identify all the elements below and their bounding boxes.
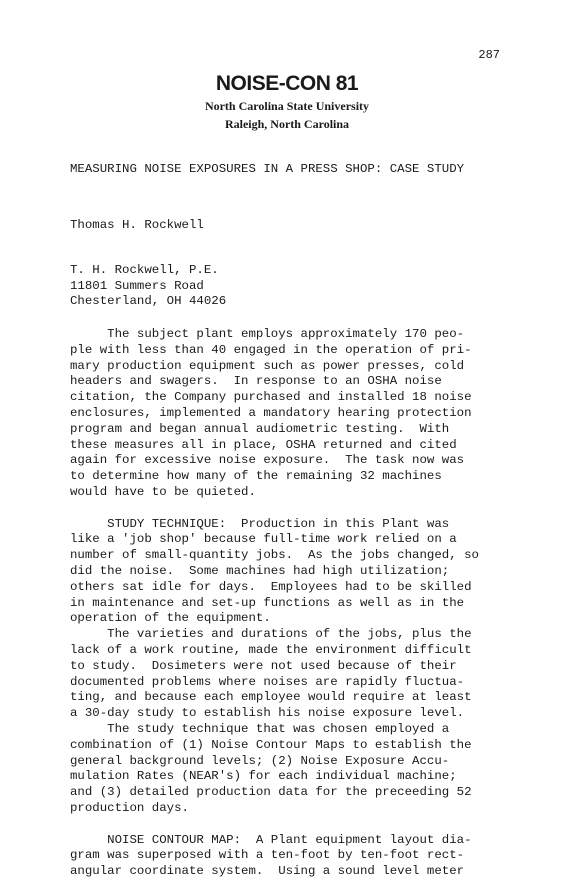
body-line: like a 'job shop' because full-time work relied on a [70,532,457,547]
body-line: to study. Dosimeters were not used because of their [70,658,457,673]
conference-location: Raleigh, North Carolina [224,117,350,131]
conference-name: NOISE-CON 81 [215,72,359,95]
body-text [70,327,479,880]
conference-university: North Carolina State University [204,99,370,113]
body-line: mulation Rates (NEAR's) for each individual machine; [70,769,457,784]
body-line: program and began annual audiometric testing. With [70,421,450,436]
body-line: The study technique that was chosen employed a [70,721,450,736]
body-line: in maintenance and set-up functions as well as in the [70,595,465,610]
body-line: again for excessive noise exposure. The task now was [70,453,465,468]
address-line: 11801 Summers Road [70,278,204,293]
address-line: T. H. Rockwell, P.E. [70,262,219,277]
page-number: 287 [478,48,500,62]
author-name: Thomas H. Rockwell [70,218,204,232]
body-line: ting, and because each employee would require at least [70,690,472,705]
body-line: to determine how many of the remaining 32 machines [70,469,442,484]
body-line: production days. [70,800,189,815]
body-line: did the noise. Some machines had high utilization; [70,563,450,578]
body-line: and (3) detailed production data for the preceeding 52 [70,785,472,800]
paper-title: MEASURING NOISE EXPOSURES IN A PRESS SHOP: CASE STUDY [70,162,465,176]
body-line [70,501,479,517]
body-line: The varieties and durations of the jobs, plus the [70,627,472,642]
body-line: operation of the equipment. [70,611,271,626]
body-line: headers and swagers. In response to an OSHA noise [70,374,442,389]
body-line: lack of a work routine, made the environment difficult [70,642,472,657]
body-line: enclosures, implemented a mandatory hearing protection [70,405,472,420]
address-line: Chesterland, OH 44026 [70,294,227,309]
author-address [70,247,226,326]
body-line: documented problems where noises are rapidly fluctua- [70,674,465,689]
body-line: mary production equipment such as power presses, cold [70,358,465,373]
body-line: NOISE CONTOUR MAP: A Plant equipment layout dia- [70,832,472,847]
body-line: would have to be quieted. [70,484,256,499]
body-line: STUDY TECHNIQUE: Production in this Plant was [70,516,450,531]
body-line: The subject plant employs approximately 170 peo- [70,327,465,341]
body-line: gram was superposed with a ten-foot by ten-foot rect- [70,848,465,863]
body-line: others sat idle for days. Employees had to be skilled [70,579,472,594]
body-line: number of small-quantity jobs. As the jobs changed, so [70,548,479,563]
body-line: general background levels; (2) Noise Exposure Accu- [70,753,450,768]
body-line: citation, the Company purchased and installed 18 noise [70,390,472,405]
body-line: angular coordinate system. Using a sound level meter [70,864,465,879]
body-line: a 30-day study to establish his noise exposure level. [70,706,465,721]
body-line: combination of (1) Noise Contour Maps to establish the [70,737,472,752]
body-line [70,817,479,833]
body-line: these measures all in place, OSHA returned and cited [70,437,457,452]
body-line: ple with less than 40 engaged in the operation of pri- [70,342,472,357]
